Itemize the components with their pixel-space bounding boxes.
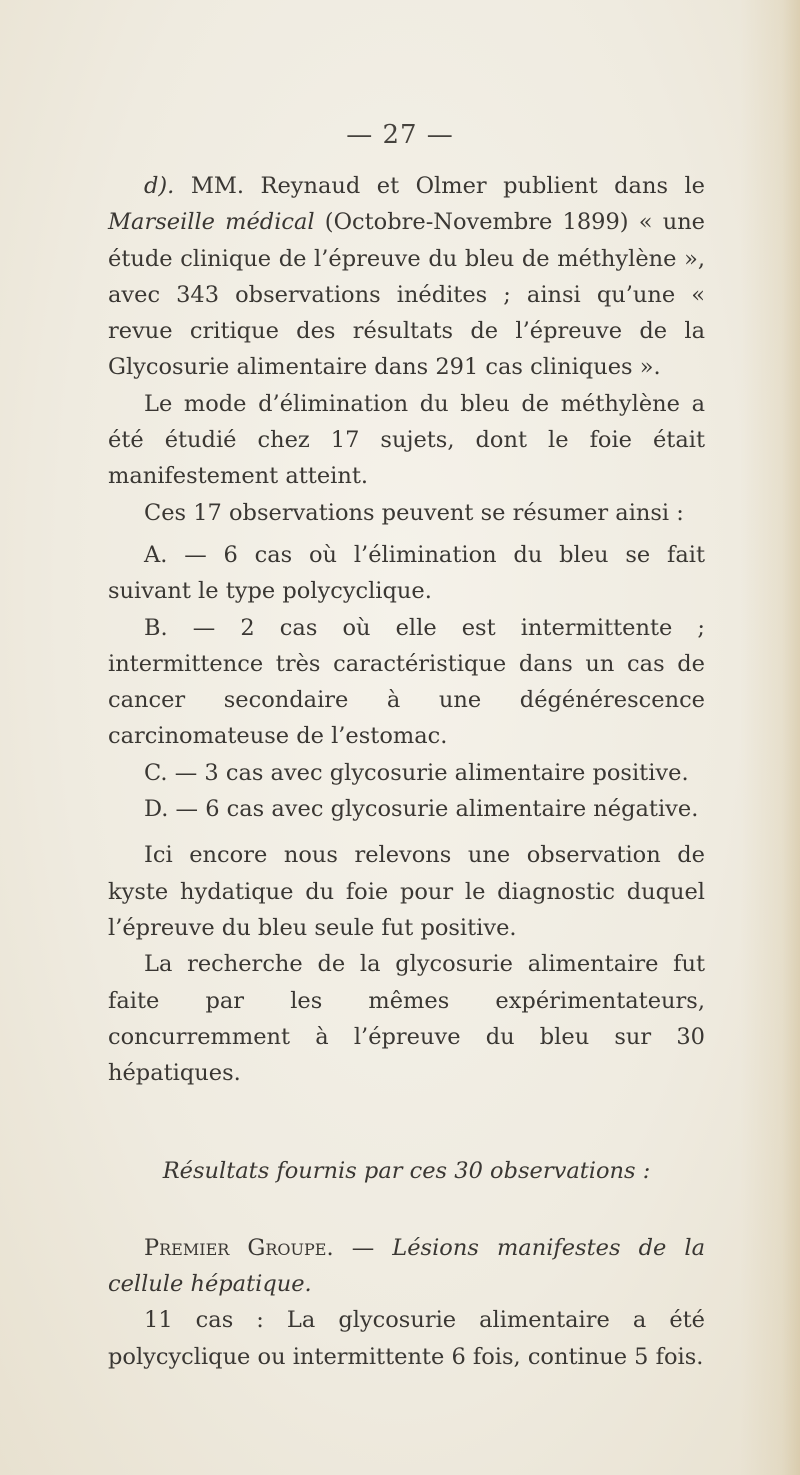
paragraph-onze-cas: 11 cas : La glycosurie alimentaire a été polycyclique ou intermittente 6 fois, continue 5 fois.: [108, 1307, 705, 1370]
list-item-b: B. — 2 cas où elle est intermittente ; intermittence très caractéristique dans un cas de cancer secondaire à une dégénérescence carcinomateuse de l’estomac.: [108, 614, 705, 750]
paragraph-intro: [108, 168, 705, 386]
section-letter: d).: [144, 173, 175, 199]
group-title: Lésions manifestes de la cellule hépatique.: [108, 1234, 706, 1298]
paragraph-elimination: Le mode d’élimination du bleu de méthylène a été étudié chez 17 sujets, dont le foie était manifestement atteint.: [108, 390, 705, 490]
paragraph-recherche: La recherche de la glycosurie alimentaire fut faite par les mêmes expérimentateurs, concurremment à l’épreuve du bleu sur 30 hépatiques.: [108, 951, 705, 1087]
paragraph-summary: Ces 17 observations peuvent se résumer ainsi :: [144, 499, 684, 526]
paragraph-premier-groupe: [108, 1230, 705, 1303]
list-item-d: D. — 6 cas avec glycosurie alimentaire négative.: [144, 796, 699, 823]
list-item-a: A. — 6 cas où l’élimination du bleu se fait suivant le type polycyclique.: [108, 541, 705, 605]
body-text: [108, 168, 705, 1375]
journal-title: Marseille médical: [108, 209, 315, 236]
page-edge-shadow: [740, 0, 800, 1475]
paragraph-kyste: Ici encore nous relevons une observation de kyste hydatique du foie pour le diagnostic duquel l’épreuve du bleu seule fut positive.: [108, 842, 705, 941]
intro-text-b: (Octobre-Novembre 1899) « une étude clinique de l’épreuve du bleu de méthylène », avec 343 observations inédites ; ainsi qu’une « revue critique des résultats de l’épreuve de la Glycosurie alimentaire dans 291 cas cliniques ».: [108, 209, 705, 381]
page-number: — 27 —: [346, 120, 454, 150]
intro-text-a: MM. Reynaud et Olmer publient dans le: [174, 173, 705, 199]
list-item-c: C. — 3 cas avec glycosurie alimentaire positive.: [144, 759, 689, 786]
group-separator: —: [333, 1234, 393, 1261]
section-heading: Résultats fournis par ces 30 observations :: [162, 1158, 651, 1185]
group-label: Premier Groupe.: [144, 1234, 334, 1261]
